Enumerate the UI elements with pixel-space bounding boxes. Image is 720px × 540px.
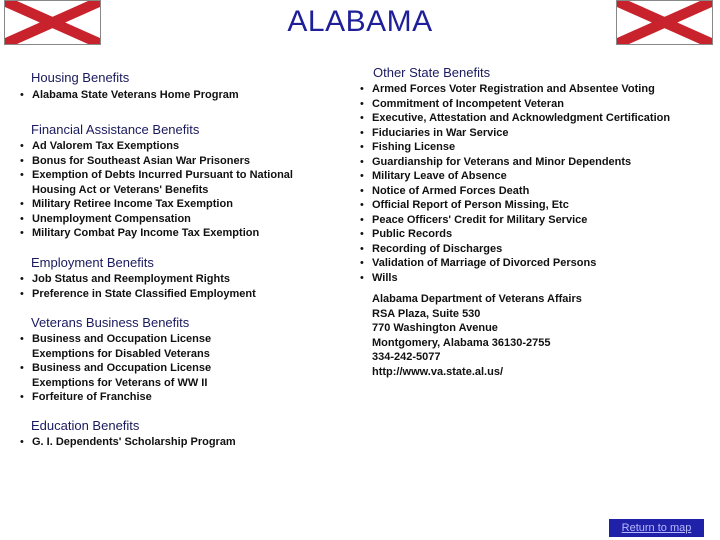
list-item: • Preference in State Classified Employment (20, 287, 320, 302)
list-item: • Validation of Marriage of Divorced Persons (360, 256, 710, 271)
list-item: • Military Leave of Absence (360, 169, 710, 184)
contact-phone: 334-242-5077 (372, 351, 441, 363)
financial-list (20, 139, 320, 241)
list-item: • Business and Occupation License Exemptions for Veterans of WW II (20, 361, 235, 390)
list-item: • Unemployment Compensation (20, 212, 320, 227)
list-item: • Recording of Discharges (360, 242, 710, 257)
contact-block (372, 292, 582, 379)
list-item: • Business and Occupation License Exemptions for Disabled Veterans (20, 332, 235, 361)
list-item: • G. I. Dependents' Scholarship Program (20, 435, 320, 450)
housing-heading: Housing Benefits (31, 70, 130, 85)
list-item: • Fiduciaries in War Service (360, 126, 710, 141)
financial-heading: Financial Assistance Benefits (31, 122, 200, 137)
list-item: • Fishing License (360, 140, 710, 155)
list-item: • Alabama State Veterans Home Program (20, 88, 320, 103)
list-item: • Executive, Attestation and Acknowledgment Certification (360, 111, 710, 126)
business-list (20, 332, 235, 405)
list-item: • Armed Forces Voter Registration and Absentee Voting (360, 82, 710, 97)
return-to-map-link[interactable]: Return to map (609, 519, 704, 537)
list-item: • Ad Valorem Tax Exemptions (20, 139, 320, 154)
education-list (20, 435, 320, 450)
employment-heading: Employment Benefits (31, 255, 154, 270)
contact-address-line3: Montgomery, Alabama 36130-2755 (372, 336, 551, 349)
list-item: • Guardianship for Veterans and Minor Dependents (360, 155, 710, 170)
other-list (360, 82, 710, 285)
education-heading: Education Benefits (31, 418, 140, 433)
housing-list (20, 88, 320, 103)
list-item: • Commitment of Incompetent Veteran (360, 97, 710, 112)
list-item: • Official Report of Person Missing, Etc (360, 198, 710, 213)
list-item: • Military Combat Pay Income Tax Exemption (20, 226, 320, 241)
other-heading: Other State Benefits (373, 65, 491, 80)
list-item: • Public Records (360, 227, 710, 242)
list-item: • Job Status and Reemployment Rights (20, 272, 320, 287)
employment-list (20, 272, 320, 301)
list-item: • Military Retiree Income Tax Exemption (20, 197, 320, 212)
business-heading: Veterans Business Benefits (31, 315, 190, 330)
page-title: ALABAMA (287, 5, 433, 38)
list-item: • Notice of Armed Forces Death (360, 184, 710, 199)
list-item: • Bonus for Southeast Asian War Prisoners (20, 154, 320, 169)
contact-address-line2: 770 Washington Avenue (372, 322, 498, 334)
contact-org: Alabama Department of Veterans Affairs (372, 293, 582, 305)
contact-url[interactable]: http://www.va.state.al.us/ (372, 365, 504, 378)
list-item: • Forfeiture of Franchise (20, 390, 235, 405)
list-item: • Wills (360, 271, 710, 286)
list-item: • Peace Officers' Credit for Military Service (360, 213, 710, 228)
contact-address-line1: RSA Plaza, Suite 530 (372, 307, 481, 320)
list-item: • Exemption of Debts Incurred Pursuant to National Housing Act or Veterans' Benefits (20, 168, 320, 197)
